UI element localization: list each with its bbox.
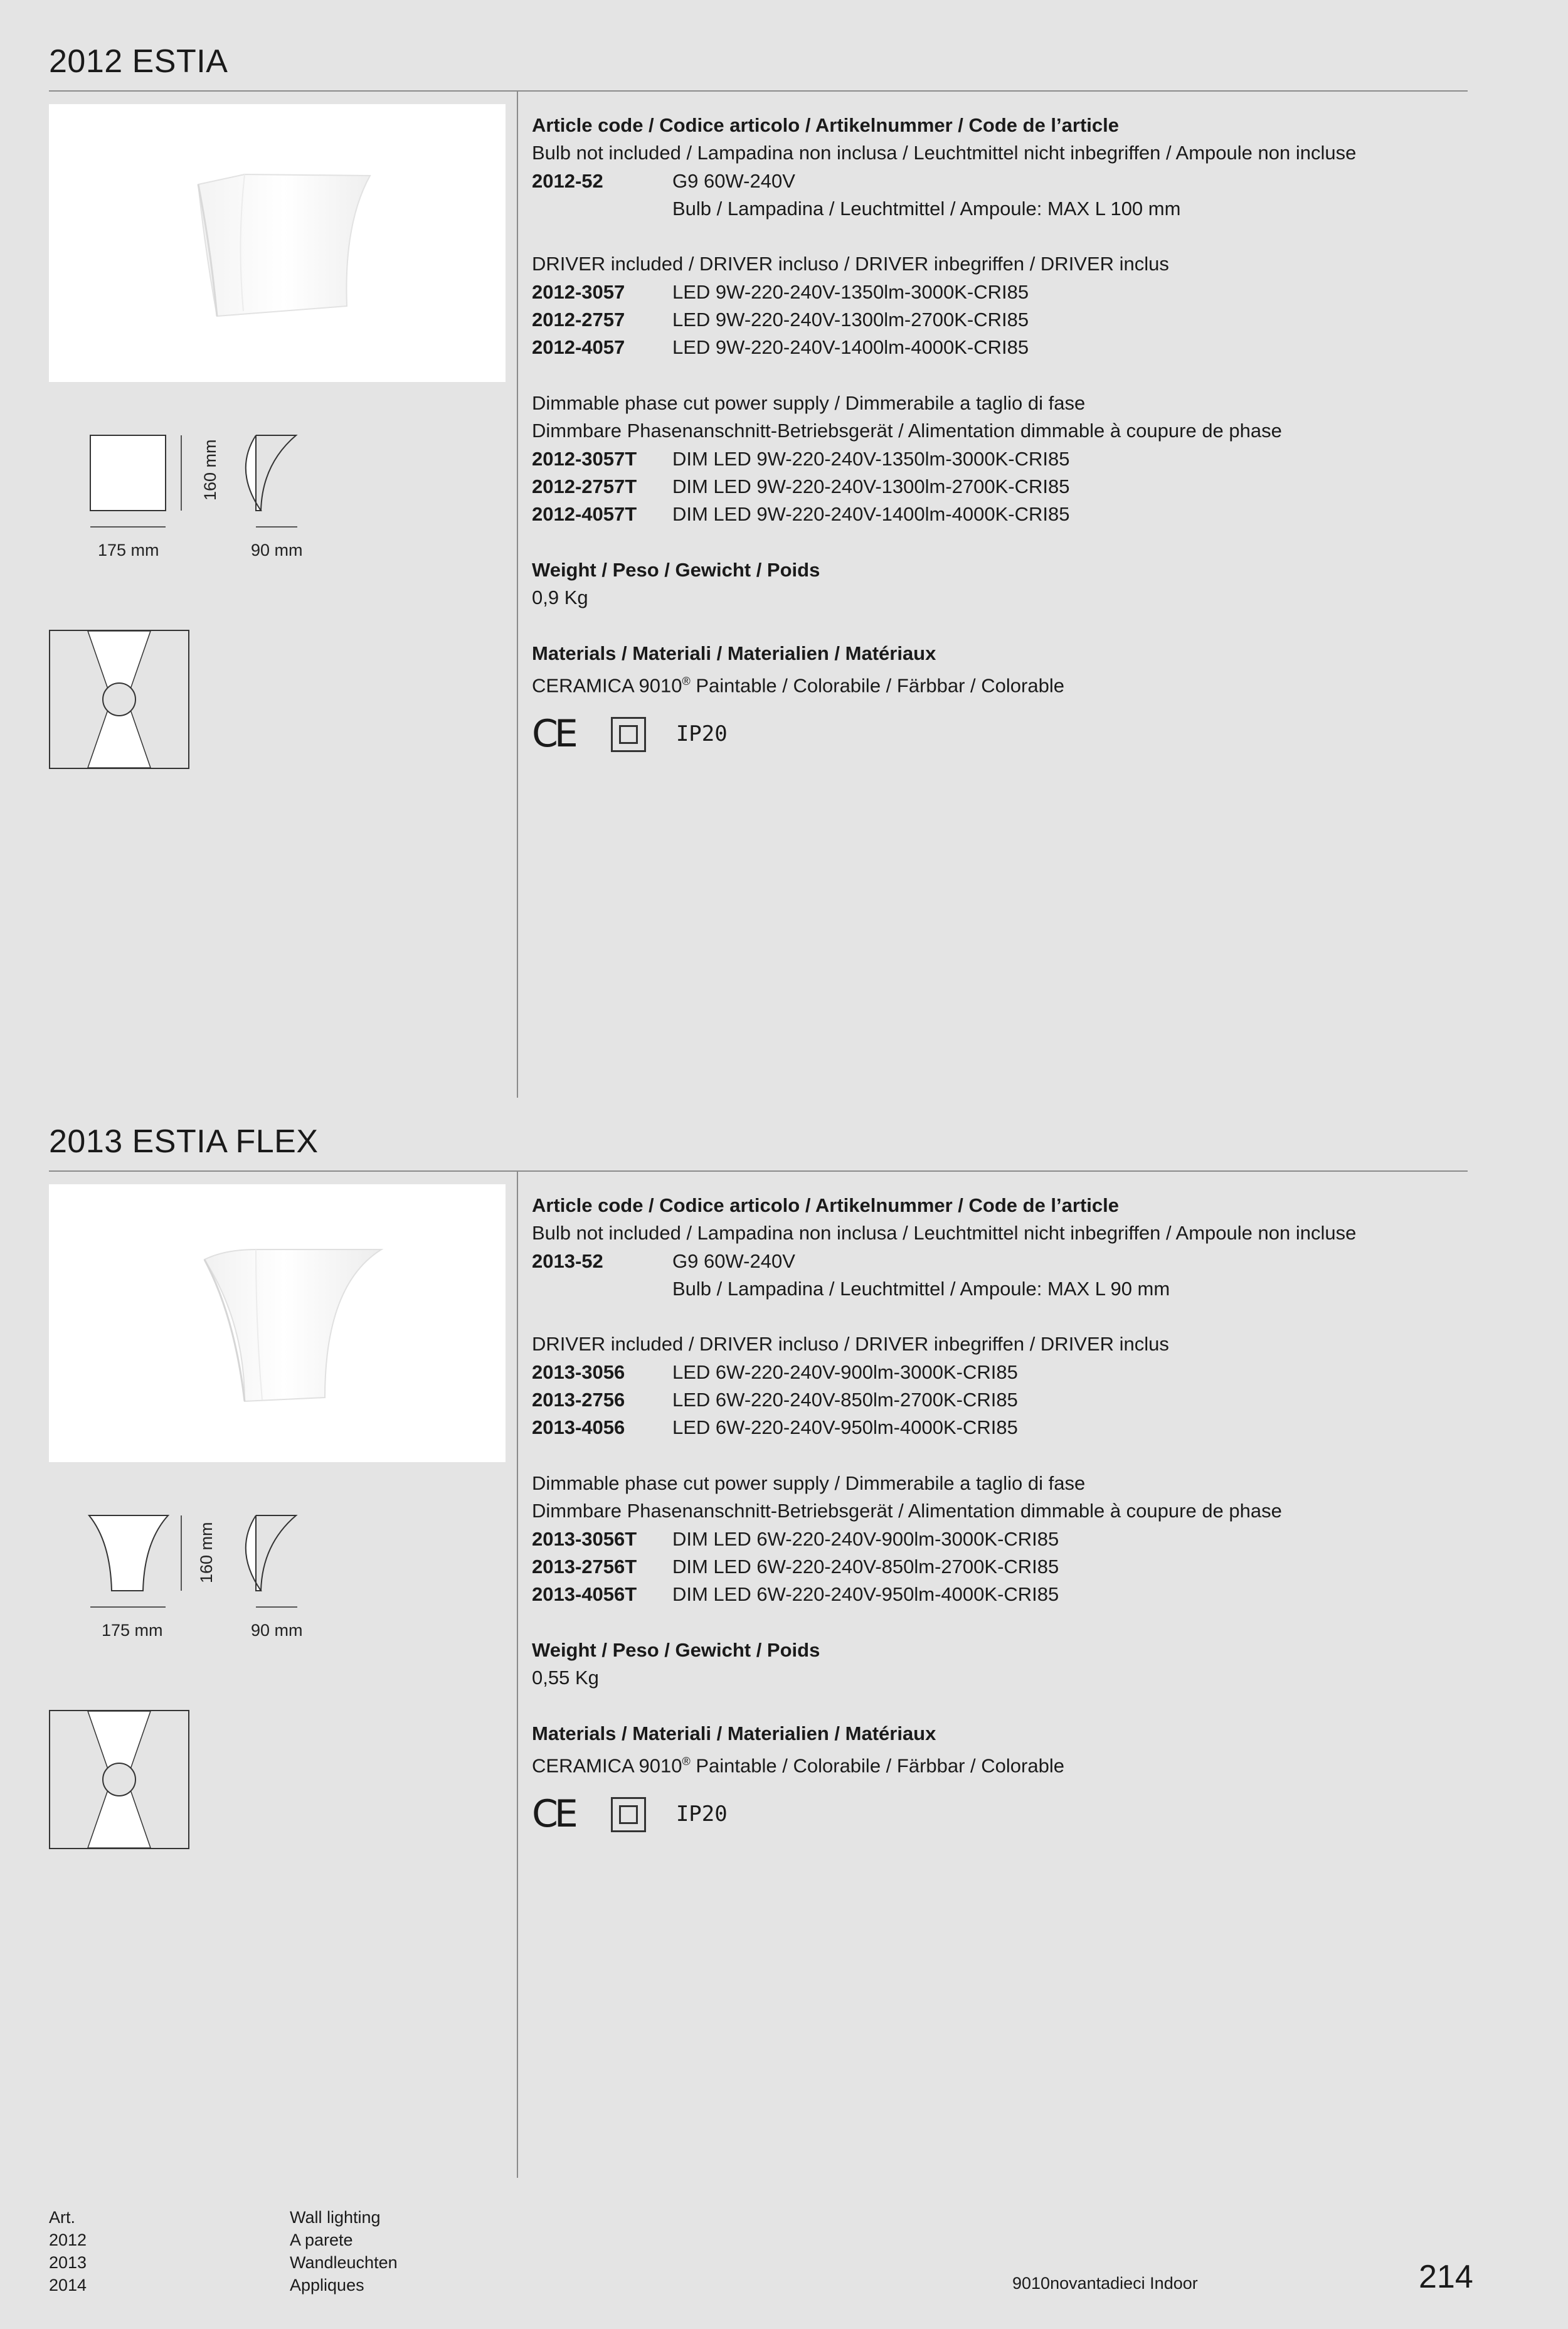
column-divider <box>517 92 518 1098</box>
weight-value: 0,9 Kg <box>532 586 588 609</box>
dimension-drawing <box>49 1507 363 1645</box>
driver-header: DRIVER included / DRIVER incluso / DRIVER inbegriffen / DRIVER inclus <box>532 253 1169 275</box>
driver-row <box>532 279 1441 306</box>
footer-text: Wall lighting <box>290 2208 381 2227</box>
bulb-max: Bulb / Lampadina / Leuchtmittel / Ampoule: MAX L 100 mm <box>672 197 1181 220</box>
driver-row <box>532 334 1441 361</box>
certification-row <box>532 713 1441 756</box>
registered-mark: ® <box>682 1754 691 1768</box>
weight-label: Weight / Peso / Gewicht / Poids <box>532 1638 820 1661</box>
dimmable-desc: DIM LED 6W-220-240V-900lm-3000K-CRI85 <box>672 1527 1059 1550</box>
footer-text: Wandleuchten <box>290 2253 398 2272</box>
dimmable-header-2: Dimmbare Phasenanschnitt-Betriebsgerät / Alimentation dimmable à coupure de phase <box>532 1500 1282 1522</box>
dimmable-desc: DIM LED 6W-220-240V-850lm-2700K-CRI85 <box>672 1555 1059 1578</box>
materials-label: Materials / Materiali / Materialien / Matériaux <box>532 642 936 664</box>
dimmable-row <box>532 445 1441 473</box>
driver-desc: LED 9W-220-240V-1400lm-4000K-CRI85 <box>672 336 1029 359</box>
depth-label: 90 mm <box>251 1621 303 1640</box>
dimmable-header: Dimmable phase cut power supply / Dimmerabile a taglio di fase <box>532 1472 1086 1494</box>
dimmable-header-2: Dimmbare Phasenanschnitt-Betriebsgerät / Alimentation dimmable à coupure de phase <box>532 420 1282 442</box>
bulb-note: Bulb not included / Lampadina non inclusa / Leuchtmittel nicht inbegriffen / Ampoule non incluse <box>532 142 1357 164</box>
bulb-max-row <box>532 1275 1441 1303</box>
weight-label: Weight / Peso / Gewicht / Poids <box>532 558 820 581</box>
ce-mark-icon: CE <box>532 712 575 756</box>
materials-value <box>532 1748 1441 1780</box>
title-rule <box>49 90 1468 92</box>
width-label: 175 mm <box>98 541 159 560</box>
driver-header: DRIVER included / DRIVER incluso / DRIVER inbegriffen / DRIVER inclus <box>532 1333 1169 1355</box>
driver-code: 2012-2757 <box>532 309 625 331</box>
product-section-estia <box>0 0 1568 1079</box>
material-desc: Paintable / Colorabile / Färbbar / Colorable <box>690 1754 1064 1777</box>
driver-desc: LED 9W-220-240V-1350lm-3000K-CRI85 <box>672 280 1029 303</box>
dimmable-row <box>532 501 1441 528</box>
column-divider <box>517 1172 518 2178</box>
driver-row <box>532 1414 1441 1441</box>
footer-text: Appliques <box>290 2276 364 2295</box>
materials-value <box>532 667 1441 700</box>
spec-block <box>532 1192 1441 1837</box>
height-label: 160 mm <box>197 1522 216 1583</box>
driver-row <box>532 306 1441 334</box>
ce-mark-icon: CE <box>532 1792 575 1837</box>
bulb-max-row <box>532 195 1441 223</box>
bulb-code: 2012-52 <box>532 169 603 192</box>
bulb-note: Bulb not included / Lampadina non inclusa / Leuchtmittel nicht inbegriffen / Ampoule non incluse <box>532 1222 1357 1244</box>
dimmable-code: 2012-3057T <box>532 447 637 470</box>
material-name: CERAMICA 9010 <box>532 1754 682 1777</box>
registered-mark: ® <box>682 674 691 687</box>
dimmable-desc: DIM LED 9W-220-240V-1300lm-2700K-CRI85 <box>672 475 1070 497</box>
light-emission-diagram <box>49 630 189 769</box>
dimmable-desc: DIM LED 9W-220-240V-1350lm-3000K-CRI85 <box>672 447 1070 470</box>
class-ii-icon <box>611 1797 646 1832</box>
dimmable-desc: DIM LED 6W-220-240V-950lm-4000K-CRI85 <box>672 1583 1059 1606</box>
footer-category-column <box>290 2206 398 2296</box>
product-photo <box>49 104 506 382</box>
product-title: 2012 ESTIA <box>49 43 228 80</box>
driver-code: 2013-4056 <box>532 1416 625 1439</box>
article-code-header: Article code / Codice articolo / Artikelnummer / Code de l’article <box>532 1194 1119 1216</box>
materials-label: Materials / Materiali / Materialien / Matériaux <box>532 1722 936 1744</box>
height-label: 160 mm <box>201 439 220 501</box>
dimmable-code: 2012-2757T <box>532 475 637 497</box>
footer-text: 2013 <box>49 2253 87 2272</box>
dimmable-header: Dimmable phase cut power supply / Dimmerabile a taglio di fase <box>532 391 1086 414</box>
dimmable-row <box>532 473 1441 501</box>
product-section-estia-flex <box>0 1080 1568 2159</box>
page-number: 214 <box>1419 2259 1473 2295</box>
product-title: 2013 ESTIA FLEX <box>49 1123 319 1160</box>
driver-code: 2012-4057 <box>532 336 625 359</box>
driver-row <box>532 1386 1441 1414</box>
driver-desc: LED 9W-220-240V-1300lm-2700K-CRI85 <box>672 309 1029 331</box>
dimmable-code: 2013-3056T <box>532 1527 637 1550</box>
footer-text: 2014 <box>49 2276 87 2295</box>
footer-text: 2012 <box>49 2231 87 2249</box>
driver-desc: LED 6W-220-240V-850lm-2700K-CRI85 <box>672 1389 1018 1411</box>
weight-value: 0,55 Kg <box>532 1667 599 1689</box>
bulb-row <box>532 1248 1441 1275</box>
bulb-spec: G9 60W-240V <box>672 169 795 192</box>
spec-block <box>532 112 1441 756</box>
footer-art-column <box>49 2206 87 2296</box>
footer-brand: 9010novantadieci Indoor <box>1012 2274 1198 2293</box>
width-label: 175 mm <box>102 1621 163 1640</box>
dimmable-desc: DIM LED 9W-220-240V-1400lm-4000K-CRI85 <box>672 503 1070 526</box>
dimmable-row <box>532 1553 1441 1581</box>
bulb-max: Bulb / Lampadina / Leuchtmittel / Ampoule: MAX L 90 mm <box>672 1277 1170 1300</box>
material-name: CERAMICA 9010 <box>532 674 682 697</box>
dimension-drawing <box>49 427 363 565</box>
driver-code: 2012-3057 <box>532 280 625 303</box>
driver-desc: LED 6W-220-240V-900lm-3000K-CRI85 <box>672 1361 1018 1383</box>
ip-rating: IP20 <box>675 721 728 747</box>
dimmable-row <box>532 1581 1441 1608</box>
dimmable-code: 2013-2756T <box>532 1555 637 1578</box>
driver-code: 2013-2756 <box>532 1389 625 1411</box>
dimmable-code: 2013-4056T <box>532 1583 637 1606</box>
dimmable-row <box>532 1525 1441 1553</box>
ip-rating: IP20 <box>675 1801 728 1827</box>
title-rule <box>49 1170 1468 1172</box>
depth-label: 90 mm <box>251 541 303 560</box>
driver-row <box>532 1359 1441 1386</box>
bulb-spec: G9 60W-240V <box>672 1249 795 1272</box>
article-code-header: Article code / Codice articolo / Artikelnummer / Code de l’article <box>532 114 1119 136</box>
footer-text: Art. <box>49 2208 76 2227</box>
footer-text: A parete <box>290 2231 353 2249</box>
bulb-row <box>532 167 1441 195</box>
bulb-code: 2013-52 <box>532 1249 603 1272</box>
product-photo <box>49 1184 506 1462</box>
driver-code: 2013-3056 <box>532 1361 625 1383</box>
driver-desc: LED 6W-220-240V-950lm-4000K-CRI85 <box>672 1416 1018 1439</box>
light-emission-diagram <box>49 1710 189 1849</box>
class-ii-icon <box>611 717 646 752</box>
dimmable-code: 2012-4057T <box>532 503 637 526</box>
material-desc: Paintable / Colorabile / Färbbar / Colorable <box>690 674 1064 697</box>
certification-row <box>532 1793 1441 1837</box>
